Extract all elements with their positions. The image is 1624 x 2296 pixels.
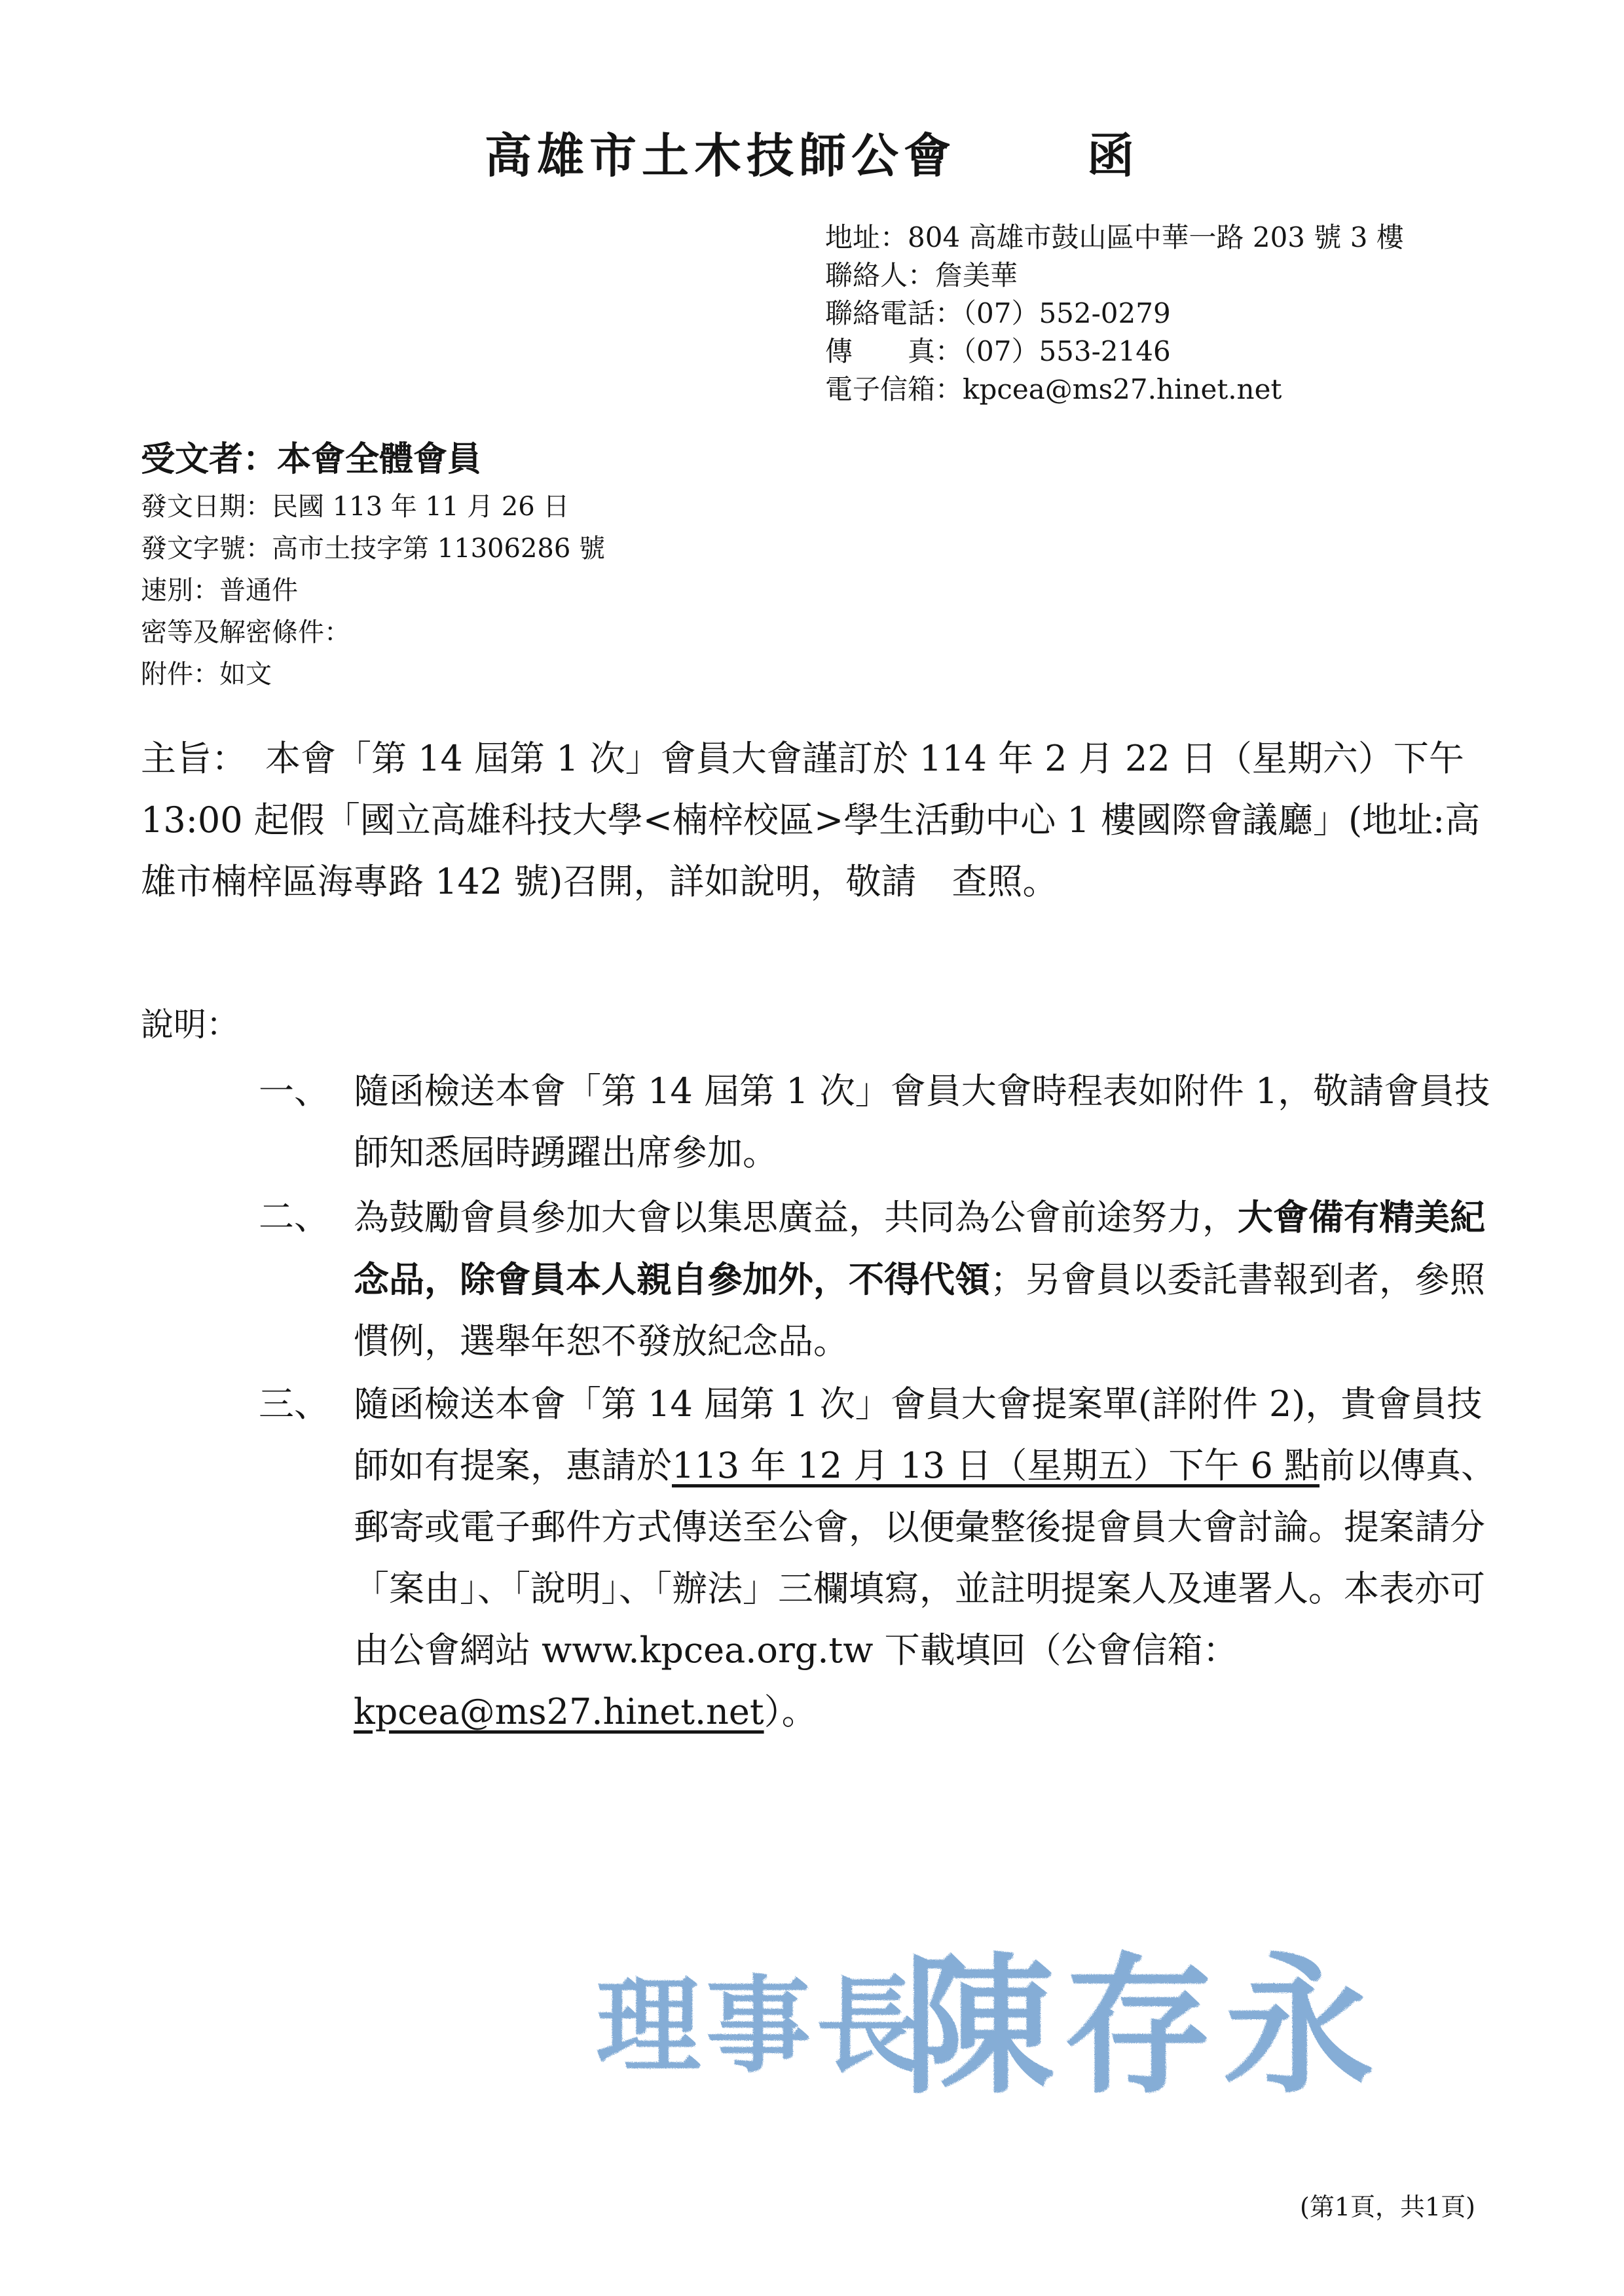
item-number: 三、 bbox=[259, 1383, 329, 1425]
svg-text:陳存永: 陳存永 bbox=[904, 1938, 1384, 2115]
attachment-note: 附件：如文 bbox=[141, 659, 272, 689]
explain-label: 說明： bbox=[141, 1006, 239, 1044]
chairman-seal-stamp bbox=[596, 1938, 1447, 2134]
speed-class: 速別：普通件 bbox=[141, 575, 298, 606]
souvenir-notice: 大會備有精美紀念品，除會員本人親自參加外，不得代領 bbox=[354, 1196, 1485, 1300]
item-text-part: 隨函檢送本會「第 14 屆第 1 次」會員大會提案單(詳附件 2)，貴會員技師如有提案，惠請於 bbox=[354, 1383, 1483, 1486]
issue-date: 發文日期：民國 113 年 11 月 26 日 bbox=[141, 492, 570, 522]
subject-text: 本會「第 14 屆第 1 次」會員大會謹訂於 114 年 2 月 22 日（星期六）下午 13:00 起假「國立高雄科技大學<楠梓校區>學生活動中心 1 樓國際會議廳」(地址:高雄市楠梓區海專路 142 號)召開，詳如說明，敬請 查照。 bbox=[141, 738, 1481, 902]
item-text bbox=[354, 1186, 1500, 1372]
contact-block bbox=[825, 219, 1404, 409]
subject-label: 主旨： bbox=[141, 738, 247, 779]
contact-phone: 聯絡電話：（07）552-0279 bbox=[825, 297, 1171, 329]
item-text-part: 為鼓勵會員參加大會以集思廣益，共同為公會前途努力， bbox=[354, 1197, 1238, 1238]
contact-email: 電子信箱：kpcea@ms27.hinet.net bbox=[825, 373, 1282, 405]
item-text-part: 前以傳真、郵寄或電子郵件方式傳送至公會，以便彙整後提會員大會討論。提案請分「案由」、「說明」、「辦法」三欄填寫，並註明提案人及連署人。本表亦可由公會網站 www.kpcea.org.tw 下載填回（公會信箱： bbox=[354, 1445, 1497, 1671]
contact-fax: 傳 真：（07）553-2146 bbox=[825, 335, 1171, 367]
item-text bbox=[354, 1374, 1500, 1743]
letter-title bbox=[0, 118, 1624, 186]
deadline: 113 年 12 月 13 日（星期五）下午 6 點 bbox=[672, 1445, 1320, 1486]
meta-block bbox=[141, 435, 605, 695]
contact-person: 聯絡人：詹美華 bbox=[825, 259, 1018, 291]
recipient: 受文者：本會全體會員 bbox=[141, 439, 482, 479]
item-text-part: ；另會員以委託書報到者，參照慣例，選舉年恕不發放紀念品。 bbox=[354, 1259, 1485, 1362]
item-text: 隨函檢送本會「第 14 屆第 1 次」會員大會時程表如附件 1，敬請會員技師知悉屆時踴躍出席參加。 bbox=[354, 1070, 1490, 1173]
doc-type: 函 bbox=[1087, 128, 1140, 183]
svg-text:理事長: 理事長 bbox=[596, 1964, 927, 2087]
secrecy-level: 密等及解密條件： bbox=[141, 617, 350, 647]
org-name: 高雄市土木技師公會 bbox=[484, 128, 956, 183]
item-number: 一、 bbox=[259, 1070, 329, 1112]
page-footer: (第1頁，共1頁) bbox=[1300, 2193, 1476, 2221]
item-number: 二、 bbox=[259, 1196, 329, 1237]
email-link[interactable]: kpcea@ms27.hinet.net bbox=[354, 1691, 764, 1732]
issue-number: 發文字號：高市土技字第 11306286 號 bbox=[141, 534, 606, 564]
contact-address: 地址：804 高雄市鼓山區中華一路 203 號 3 樓 bbox=[825, 221, 1404, 253]
item-text-part: ）。 bbox=[764, 1691, 817, 1732]
